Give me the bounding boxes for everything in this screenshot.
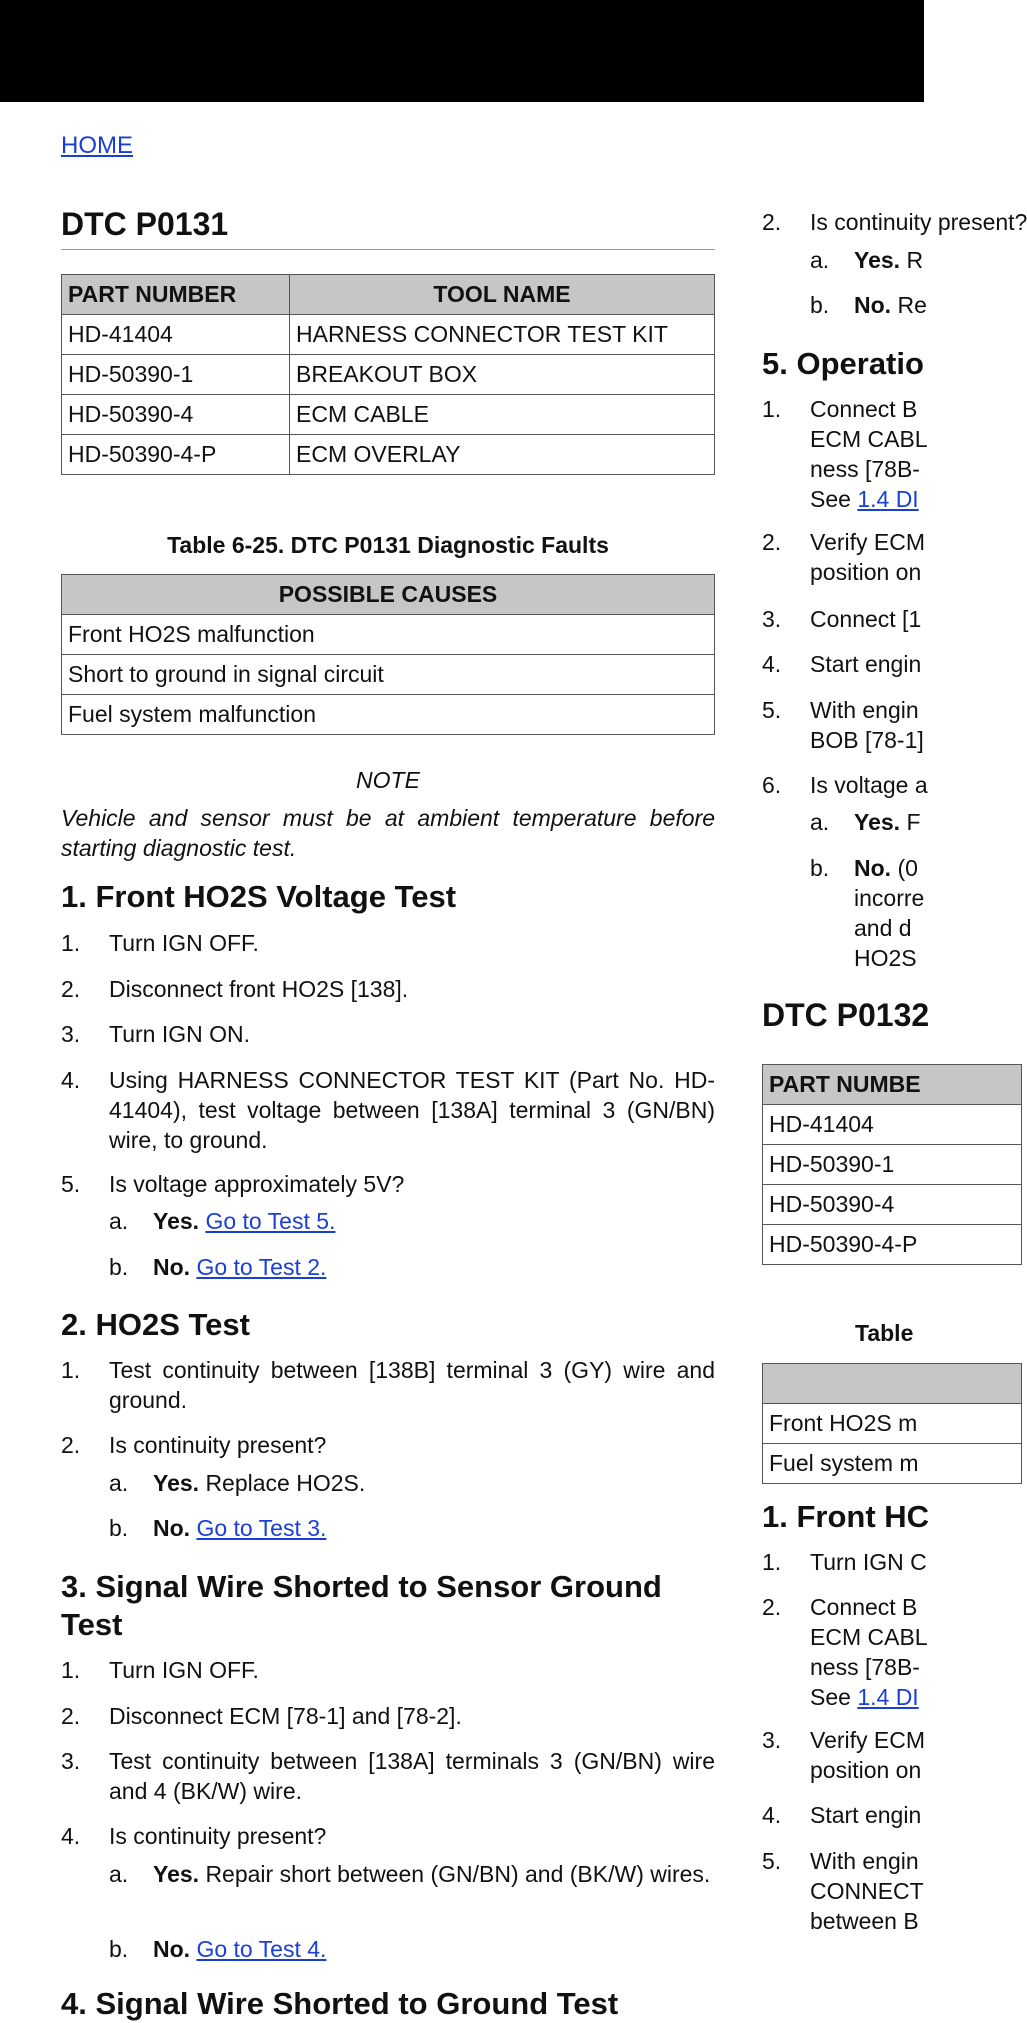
column-header: TOOL NAME — [290, 275, 715, 315]
tool-name-cell: ECM OVERLAY — [290, 435, 715, 475]
part-number-cell: HD-41404 — [62, 315, 290, 355]
section-1-title: 1. Front HO2S Voltage Test — [61, 879, 457, 914]
section-link[interactable]: 1.4 DI — [857, 1684, 919, 1710]
table-row — [62, 695, 715, 735]
step-text: Turn IGN OFF. — [109, 930, 259, 956]
section-4-title: 4. Signal Wire Shorted to Ground Test — [61, 1986, 619, 2021]
step-text: Is voltage approximately 5V? — [109, 1171, 405, 1197]
go-to-test-3-link[interactable]: Go to Test 3. — [196, 1515, 327, 1541]
tool-name-cell: BREAKOUT BOX — [290, 355, 715, 395]
faults-table-caption-2: Table — [855, 1320, 914, 1346]
answer-label: No. — [153, 1254, 191, 1280]
go-to-test-2-link[interactable]: Go to Test 2. — [196, 1254, 327, 1280]
table-row — [763, 1145, 1022, 1185]
part-number-cell: HD-50390-1 — [62, 355, 290, 395]
cause-cell: Fuel system m — [763, 1444, 1022, 1484]
table-row — [62, 315, 715, 355]
dtc-title-2: DTC P0132 — [762, 997, 930, 1033]
answer-label: Yes. — [153, 1208, 200, 1234]
step-text: Test continuity between [138B] terminal 3 (GY) wire and ground. — [109, 1357, 715, 1413]
table-row — [62, 655, 715, 695]
table-row — [62, 395, 715, 435]
go-to-test-5-link[interactable]: Go to Test 5. — [205, 1208, 336, 1234]
faults-table-2 — [762, 1363, 1022, 1484]
step-text: Turn IGN OFF. — [109, 1657, 259, 1683]
column-header: PART NUMBE — [763, 1065, 1022, 1105]
section-5-title: 5. Operatio — [762, 346, 924, 381]
table-row — [62, 435, 715, 475]
table-row — [763, 1185, 1022, 1225]
step-text: Using HARNESS CONNECTOR TEST KIT (Part No. HD-41404), test voltage between [138A] terminal 3 (GN/BN) wire, to ground. — [109, 1067, 715, 1153]
faults-table — [61, 574, 715, 735]
tool-name-cell: HARNESS CONNECTOR TEST KIT — [290, 315, 715, 355]
column-header: POSSIBLE CAUSES — [62, 575, 715, 615]
table-row — [763, 1404, 1022, 1444]
table-row — [62, 355, 715, 395]
answer-label: No. — [153, 1936, 191, 1962]
column-header — [763, 1364, 1022, 1404]
note-title: NOTE — [356, 767, 420, 793]
step-text: Is continuity present? — [109, 1823, 327, 1849]
cause-cell: Front HO2S malfunction — [62, 615, 715, 655]
tools-table — [61, 274, 715, 475]
part-number-cell: HD-50390-1 — [763, 1145, 1022, 1185]
answer-text: Repair short between (GN/BN) and (BK/W) wires. — [205, 1861, 711, 1887]
table-row — [763, 1105, 1022, 1145]
part-number-cell: HD-50390-4 — [763, 1185, 1022, 1225]
part-number-cell: HD-50390-4-P — [763, 1225, 1022, 1265]
top-black-bar — [0, 0, 924, 102]
answer-text: Replace HO2S. — [205, 1470, 366, 1496]
tool-name-cell: ECM CABLE — [290, 395, 715, 435]
part-number-cell: HD-50390-4-P — [62, 435, 290, 475]
table-row — [62, 615, 715, 655]
cause-cell: Fuel system malfunction — [62, 695, 715, 735]
faults-table-caption: Table 6-25. DTC P0131 Diagnostic Faults — [167, 532, 609, 558]
part-number-cell: HD-50390-4 — [62, 395, 290, 435]
step-text: Test continuity between [138A] terminals 3 (GN/BN) wire and 4 (BK/W) wire. — [109, 1748, 715, 1804]
answer-label: No. — [153, 1515, 191, 1541]
step-text: Turn IGN ON. — [109, 1021, 250, 1047]
tools-header-row — [62, 275, 715, 315]
step-text: Disconnect ECM [78-1] and [78-2]. — [109, 1703, 462, 1729]
tools-table-2 — [762, 1064, 1022, 1265]
answer-label: Yes. — [153, 1470, 200, 1496]
section-link[interactable]: 1.4 DI — [857, 486, 919, 512]
cause-cell: Front HO2S m — [763, 1404, 1022, 1444]
section-1b-title: 1. Front HC — [762, 1499, 930, 1534]
home-link[interactable]: HOME — [61, 132, 133, 159]
table-row — [763, 1225, 1022, 1265]
go-to-test-4-link[interactable]: Go to Test 4. — [196, 1936, 327, 1962]
part-number-cell: HD-41404 — [763, 1105, 1022, 1145]
cause-cell: Short to ground in signal circuit — [62, 655, 715, 695]
section-3-title: 3. Signal Wire Shorted to Sensor Ground Test — [61, 1569, 662, 1642]
answer-label: Yes. — [153, 1861, 200, 1887]
column-header: PART NUMBER — [62, 275, 290, 315]
step-text: Is continuity present? — [109, 1432, 327, 1458]
table-row — [763, 1444, 1022, 1484]
step-text: Disconnect front HO2S [138]. — [109, 976, 409, 1002]
dtc-title: DTC P0131 — [61, 205, 715, 250]
note-body: Vehicle and sensor must be at ambient temperature before starting diagnostic test. — [61, 805, 715, 861]
section-2-title: 2. HO2S Test — [61, 1307, 250, 1342]
